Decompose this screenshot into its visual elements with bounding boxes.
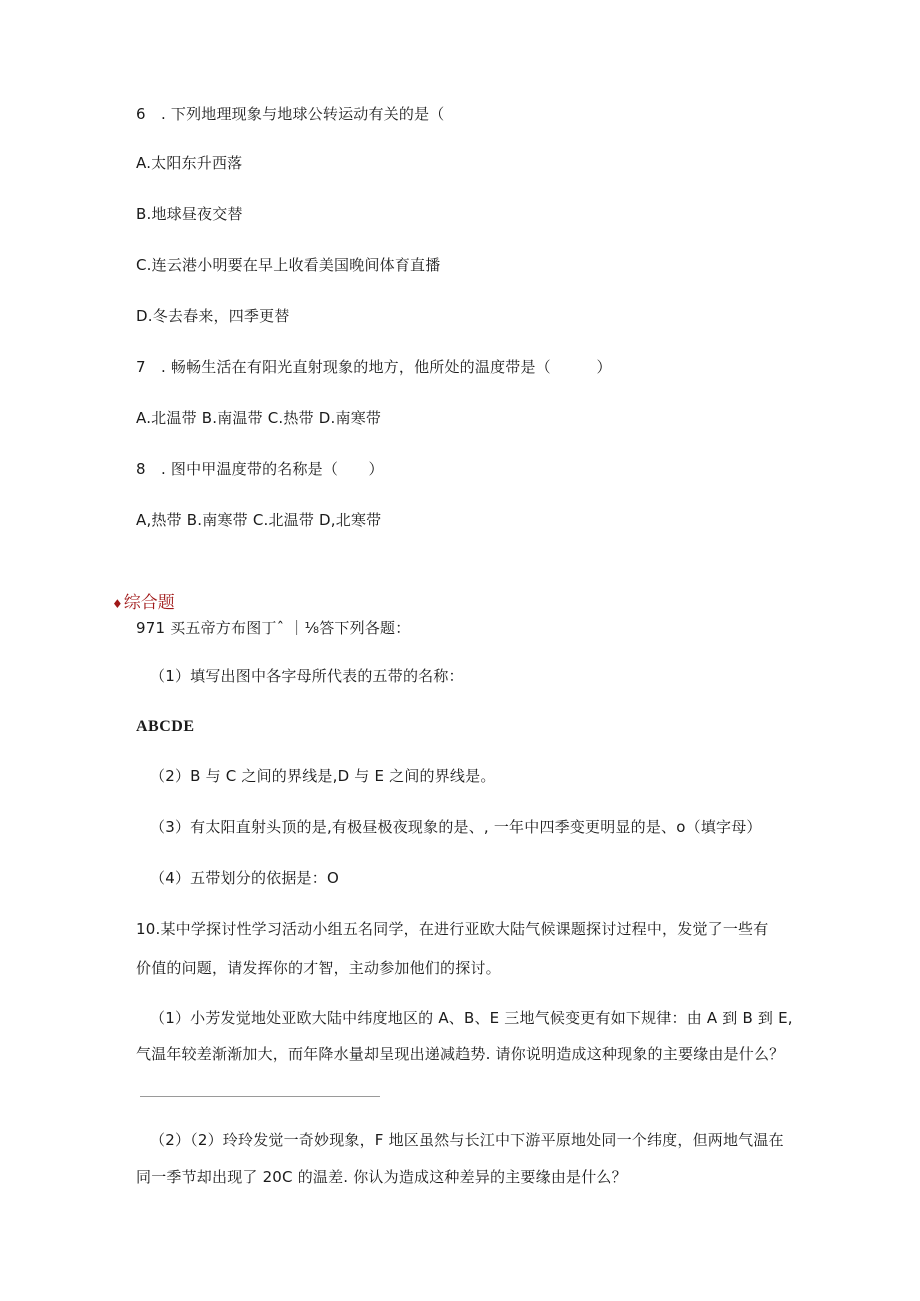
answer-line xyxy=(140,1096,380,1097)
q10-stem-line-1: 10.某中学探讨性学习活动小组五名同学，在进行亚欧大陆气候课题探讨过程中，发觉了一些有 xyxy=(136,920,769,938)
q9-stem: 971 买五帝方布图丁ˆ ｜⅛答下列各题： xyxy=(136,619,411,637)
q10-part-1-line-2: 气温年较差渐渐加大，而年降水量却呈现出递减趋势. 请你说明造成这种现象的主要缘由是什么？ xyxy=(136,1045,785,1063)
q9-part-4: （4）五带划分的依据是：O xyxy=(150,869,339,887)
q6-stem: 6 . 下列地理现象与地球公转运动有关的是（ xyxy=(136,105,445,123)
q10-part-2-line-2: 同一季节却出现了 20C 的温差. 你认为造成这种差异的主要缘由是什么？ xyxy=(136,1168,627,1186)
q7-stem: 7 . 畅畅生活在有阳光直射现象的地方，他所处的温度带是（ ） xyxy=(136,358,612,376)
q6-option-b: B.地球昼夜交替 xyxy=(136,205,243,223)
diamond-icon: ♦ xyxy=(112,597,123,611)
q9-letters: ABCDE xyxy=(136,718,195,735)
section-heading xyxy=(112,592,175,615)
q9-part-3: （3）有太阳直射头顶的是,有极昼极夜现象的是、, 一年中四季变更明显的是、o（填字母） xyxy=(150,818,762,836)
q10-part-1-line-1: （1）小芳发觉地处亚欧大陆中纬度地区的 A、B、E 三地气候变更有如下规律：由 A 到 B 到 E, xyxy=(150,1009,793,1027)
q8-options: A,热带 B.南寒带 C.北温带 D,北寒带 xyxy=(136,511,382,529)
q7-options: A.北温带 B.南温带 C.热带 D.南寒带 xyxy=(136,409,382,427)
section-title: 综合题 xyxy=(123,593,175,613)
q9-part-1: （1）填写出图中各字母所代表的五带的名称： xyxy=(150,667,464,685)
q10-stem-line-2: 价值的问题，请发挥你的才智，主动参加他们的探讨。 xyxy=(136,959,501,977)
q6-option-d: D.冬去春来，四季更替 xyxy=(136,307,290,325)
q6-option-c: C.连云港小明要在早上收看美国晚间体育直播 xyxy=(136,256,441,274)
q6-option-a: A.太阳东升西落 xyxy=(136,154,243,172)
q10-part-2-line-1: （2）（2）玲玲发觉一奇妙现象，F 地区虽然与长江中下游平原地处同一个纬度，但两地气温在 xyxy=(150,1131,784,1149)
q8-stem: 8 . 图中甲温度带的名称是（ ） xyxy=(136,460,384,478)
q9-part-2: （2）B 与 C 之间的界线是,D 与 E 之间的界线是。 xyxy=(150,767,496,785)
